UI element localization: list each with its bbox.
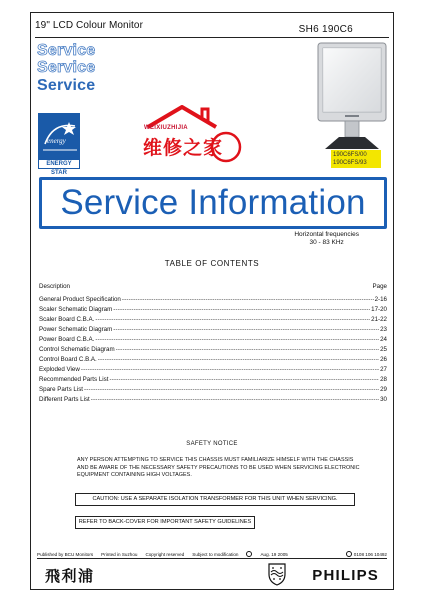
energy-star-logo [38,113,80,176]
toc-col-page: Page [372,283,387,290]
toc-leader [98,355,379,365]
toc-entry[interactable] [39,345,387,355]
toc-leader [109,375,379,385]
toc-entry[interactable] [39,355,387,365]
toc-entry-label: General Product Specification [39,296,121,303]
variant-1: 190C6FS/00 [333,152,367,158]
toc-leader [95,315,370,325]
toc-entry[interactable] [39,315,387,325]
safety-notice-title: SAFETY NOTICE [186,441,238,447]
toc-entry-label: Power Board C.B.A. [39,336,95,343]
service-word-2: Service [37,59,96,76]
code-circle-icon [346,551,352,557]
document-title: 19" LCD Colour Monitor [35,20,144,31]
toc-leader [122,295,374,305]
toc-entry-label: Control Schematic Diagram [39,346,115,353]
frequency-spec [294,231,359,247]
footer-printed: Printed in Suzhou [101,551,138,557]
watermark-chinese: 维修之家 [143,137,224,159]
toc-leader [84,385,379,395]
toc-entry-page: 17-20 [371,306,387,313]
toc-entry-label: Scaler Board C.B.A. [39,316,95,323]
footer-imprint [37,551,387,557]
model-code: SH6 190C6 [298,24,353,35]
toc-leader [95,335,379,345]
toc-entry[interactable] [39,365,387,375]
philips-chinese-logo: 飛利浦 [45,567,95,585]
toc-entry-page: 21-22 [371,316,387,323]
toc-entry-label: Different Parts List [39,396,90,403]
toc-header [39,283,387,290]
toc-entry-page: 24 [380,336,387,343]
toc-entry[interactable] [39,395,387,405]
toc-leader [113,305,370,315]
toc-entry[interactable] [39,305,387,315]
philips-logo: PHILIPS [312,567,379,584]
energy-star-icon [39,114,81,160]
philips-shield-icon [267,562,287,586]
toc-entry-label: Power Schematic Diagram [39,326,113,333]
service-information-banner [39,177,387,229]
service-word-1: Service [37,42,96,59]
frequency-value: 30 - 83 KHz [309,239,344,246]
service-word-3: Service [37,77,96,94]
toc-entry-page: 2-16 [374,296,387,303]
toc-entry[interactable] [39,375,387,385]
toc-entry-page: 25 [380,346,387,353]
toc-leader [113,325,379,335]
footer-subject: Subject to modification [192,551,239,557]
variant-2: 190C6FS/93 [333,160,367,166]
toc-entry-page: 28 [380,376,387,383]
toc-entry-label: Recommended Parts List [39,376,109,383]
toc-list [39,295,387,405]
toc-entry-label: Spare Parts List [39,386,84,393]
toc-entry[interactable] [39,325,387,335]
toc-entry-page: 27 [380,366,387,373]
service-manual-page [30,12,394,590]
footer-published: Published by BCU Monitors [37,551,94,557]
toc-entry-label: Exploded View [39,366,80,373]
footer-date: Aug. 19 2005 [260,551,288,557]
monitor-product-image [315,41,389,153]
toc-leader [116,345,379,355]
safety-notice-text: ANY PERSON ATTEMPTING TO SERVICE THIS CHASSIS MUST FAMILIARIZE HIMSELF WITH THE CHASSIS AND BE AWARE OF THE NECESSARY SAFETY PRECAUTIONS TO BE USED WHEN SERVICING ELECTRONIC EQUIPMENT CONTAINING HIGH VOLTAGES. [77,457,360,479]
footer-code: 0108 106 10492 [353,551,387,557]
toc-entry[interactable] [39,295,387,305]
toc-leader [81,365,379,375]
toc-entry-page: 30 [380,396,387,403]
frequency-label: Horizontal frequencies [294,231,359,238]
toc-entry-page: 23 [380,326,387,333]
toc-entry[interactable] [39,385,387,395]
footer-rule [37,558,387,559]
model-variants [331,150,381,168]
footer-code-wrap [346,551,387,557]
toc-entry[interactable] [39,335,387,345]
toc-entry-page: 26 [380,356,387,363]
toc-col-description: Description [39,283,70,290]
footer-copyright: Copyright reserved [145,551,185,557]
copyright-circle-icon [246,551,252,557]
energy-star-label: ENERGY STAR [39,159,79,168]
refer-box: REFER TO BACK-COVER FOR IMPORTANT SAFETY GUIDELINES [75,516,255,529]
caution-box: CAUTION: USE A SEPARATE ISOLATION TRANSFORMER FOR THIS UNIT WHEN SERVICING. [75,493,355,506]
toc-leader [91,395,379,405]
toc-title: TABLE OF CONTENTS [164,259,260,268]
header-rule [35,37,389,38]
toc-entry-label: Control Board C.B.A. [39,356,97,363]
banner-title: Service Information [60,183,366,222]
toc-entry-page: 29 [380,386,387,393]
watermark-pinyin: WEIXIUZHIJIA [144,125,188,131]
toc-entry-label: Scaler Schematic Diagram [39,306,113,313]
energy-script: energy [47,137,66,145]
